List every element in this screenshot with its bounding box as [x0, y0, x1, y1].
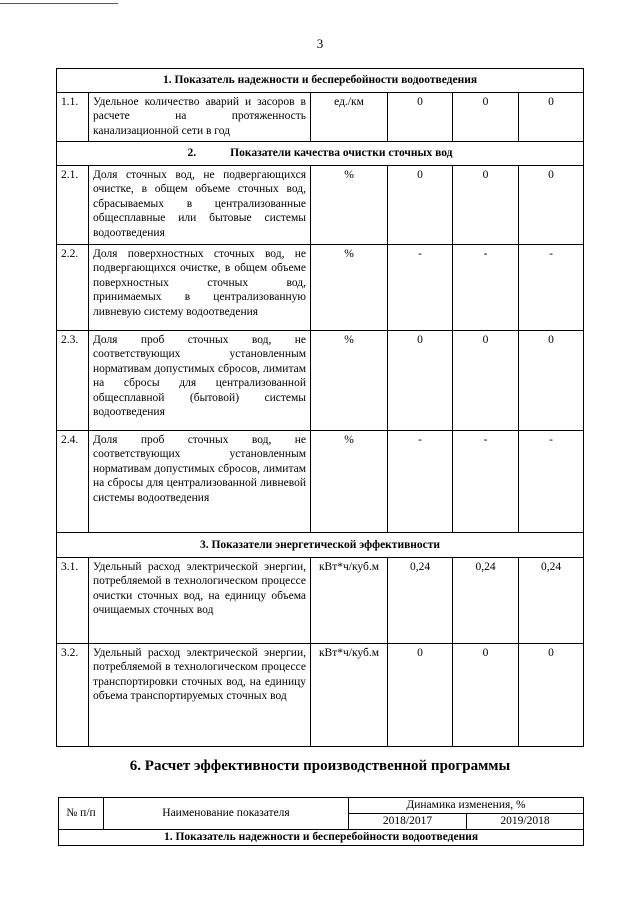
header-rule [0, 3, 118, 4]
table-row: 2.3. Доля проб сточных вод, не соответствующих установленным нормативам допустимых сбросов, лимитам на сбросы для централизованной общесплавной (бытовой) системы водоотведения % 0 0 0 [57, 330, 584, 430]
section-1-title: 1. Показатель надежности и бесперебойности водоотведения [57, 69, 584, 93]
page-number: 3 [316, 36, 324, 51]
col-name-header: Наименование показателя [104, 798, 349, 830]
section-3-title: 3. Показатели энергетической эффективности [57, 533, 584, 558]
table-row: 3.2. Удельный расход электрической энергии, потребляемой в технологическом процессе транспортировки сточных вод, на единицу объема транспортируемых сточных вод кВт*ч/куб.м 0 0 0 [57, 643, 584, 746]
col-number-header: № п/п [59, 798, 104, 830]
table-row: 3.1. Удельный расход электрической энергии, потребляемой в технологическом процессе очистки сточных вод, на единицу объема очищаемых сточных вод кВт*ч/куб.м 0,24 0,24 0,24 [57, 557, 584, 643]
section-2-title: 2. Показатели качества очистки сточных вод [57, 142, 584, 166]
col-dynamics-header: Динамика изменения, % [349, 798, 584, 814]
table-row: 2.4. Доля проб сточных вод, не соответствующих установленным нормативам допустимых сбросов, лимитам на сбросы для централизованной ливневой системы водоотведения % - - - [57, 430, 584, 532]
efficiency-table [58, 797, 584, 846]
table-row: 1.1. Удельное количество аварий и засоров в расчете на протяженность канализационной сети в год ед./км 0 0 0 [57, 92, 584, 142]
table-row: 2.2. Доля поверхностных сточных вод, не подвергающихся очистке, в общем объеме поверхностных сточных вод, принимаемых в централизованную ливневую систему водоотведения % - - - [57, 244, 584, 330]
indicators-table [56, 68, 584, 747]
period-2018-2017: 2018/2017 [349, 814, 467, 830]
section-heading: 6. Расчет эффективности производственной программы [129, 758, 511, 774]
period-2019-2018: 2019/2018 [467, 814, 584, 830]
table-row: 2.1. Доля сточных вод, не подвергающихся очистке, в общем объеме сточных вод, сбрасываемых в централизованные общесплавные или бытовые системы водоотведения % 0 0 0 [57, 165, 584, 244]
calc-section-1-title: 1. Показатель надежности и бесперебойности водоотведения [59, 830, 584, 846]
